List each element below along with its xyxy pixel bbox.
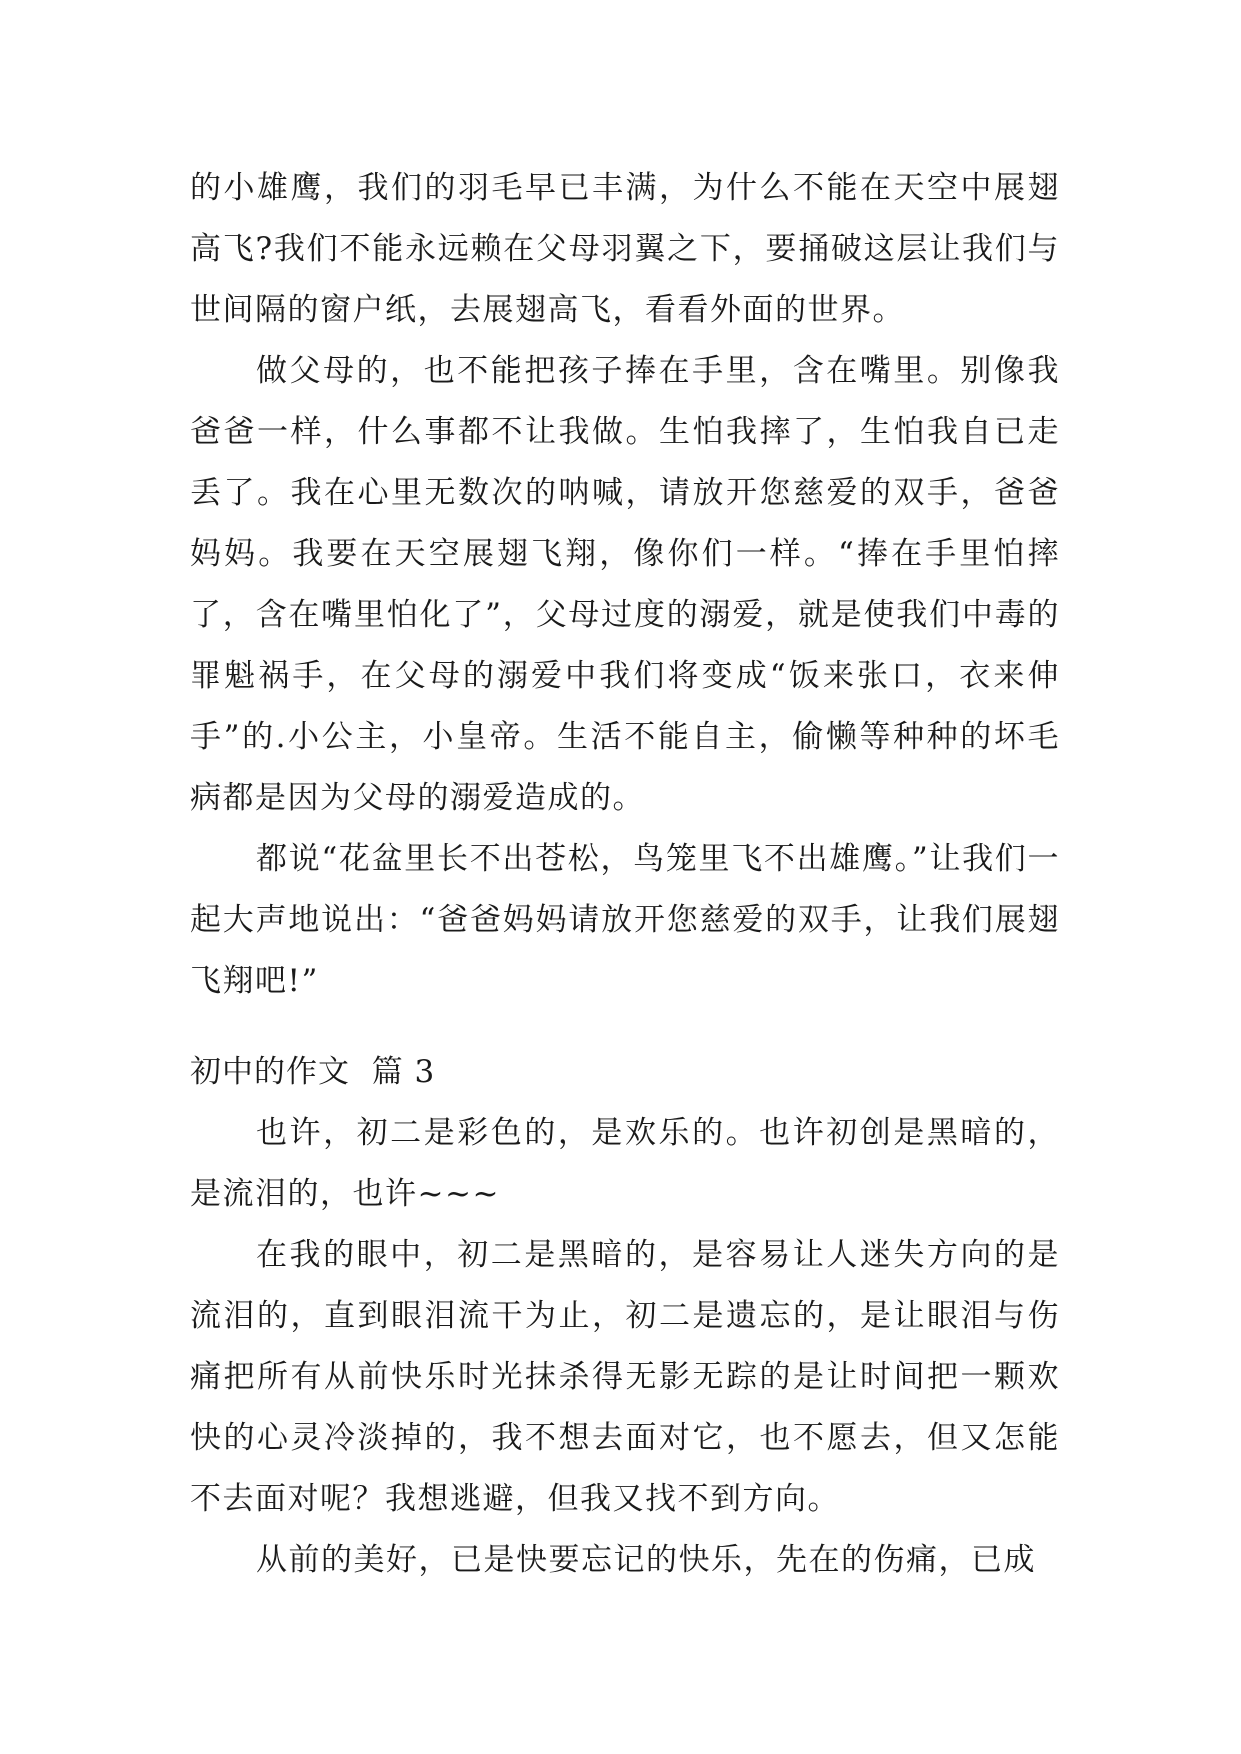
paragraph-past-beauty: 从前的美好，已是快要忘记的快乐，先在的伤痛，已成: [256, 1542, 1036, 1578]
paragraph-grade-two-maybe: 也许，初二是彩色的，是欢乐的。也许初创是黑暗的，是流泪的，也许~~~: [190, 1115, 1060, 1212]
section-title: 初中的作文 篇 3: [190, 1054, 436, 1090]
document-page: [190, 158, 1060, 1591]
section-spacer: [190, 1012, 1060, 1042]
paragraph-eagle-continuation: 的小雄鹰，我们的羽毛早已丰满，为什么不能在天空中展翅高飞?我们不能永远赖在父母羽翼之下，要捅破这层让我们与世间隔的窗户纸，去展翅高飞，看看外面的世界。: [190, 170, 1060, 328]
paragraph-grade-two-dark: 在我的眼中，初二是黑暗的，是容易让人迷失方向的是流泪的，直到眼泪流干为止，初二是遗忘的，是让眼泪与伤痛把所有从前快乐时光抹杀得无影无踪的是让时间把一颗欢快的心灵冷淡掉的，我不想去面对它，也不愿去，但又怎能不去面对呢？我想逃避，但我又找不到方向。: [190, 1237, 1060, 1517]
paragraph-parents-spoiling: 做父母的，也不能把孩子捧在手里，含在嘴里。别像我爸爸一样，什么事都不让我做。生怕我摔了，生怕我自已走丢了。我在心里无数次的呐喊，请放开您慈爱的双手，爸爸妈妈。我要在天空展翅飞翔，像你们一样。“捧在手里怕摔了，含在嘴里怕化了”，父母过度的溺爱，就是使我们中毒的罪魁祸手，在父母的溺爱中我们将变成“饭来张口，衣来伸手”的.小公主，小皇帝。生活不能自主，偷懒等种种的坏毛病都是因为父母的溺爱造成的。: [190, 353, 1060, 816]
paragraph-call-to-parents: 都说“花盆里长不出苍松，鸟笼里飞不出雄鹰。”让我们一起大声地说出：“爸爸妈妈请放开您慈爱的双手，让我们展翅飞翔吧!”: [190, 841, 1060, 999]
